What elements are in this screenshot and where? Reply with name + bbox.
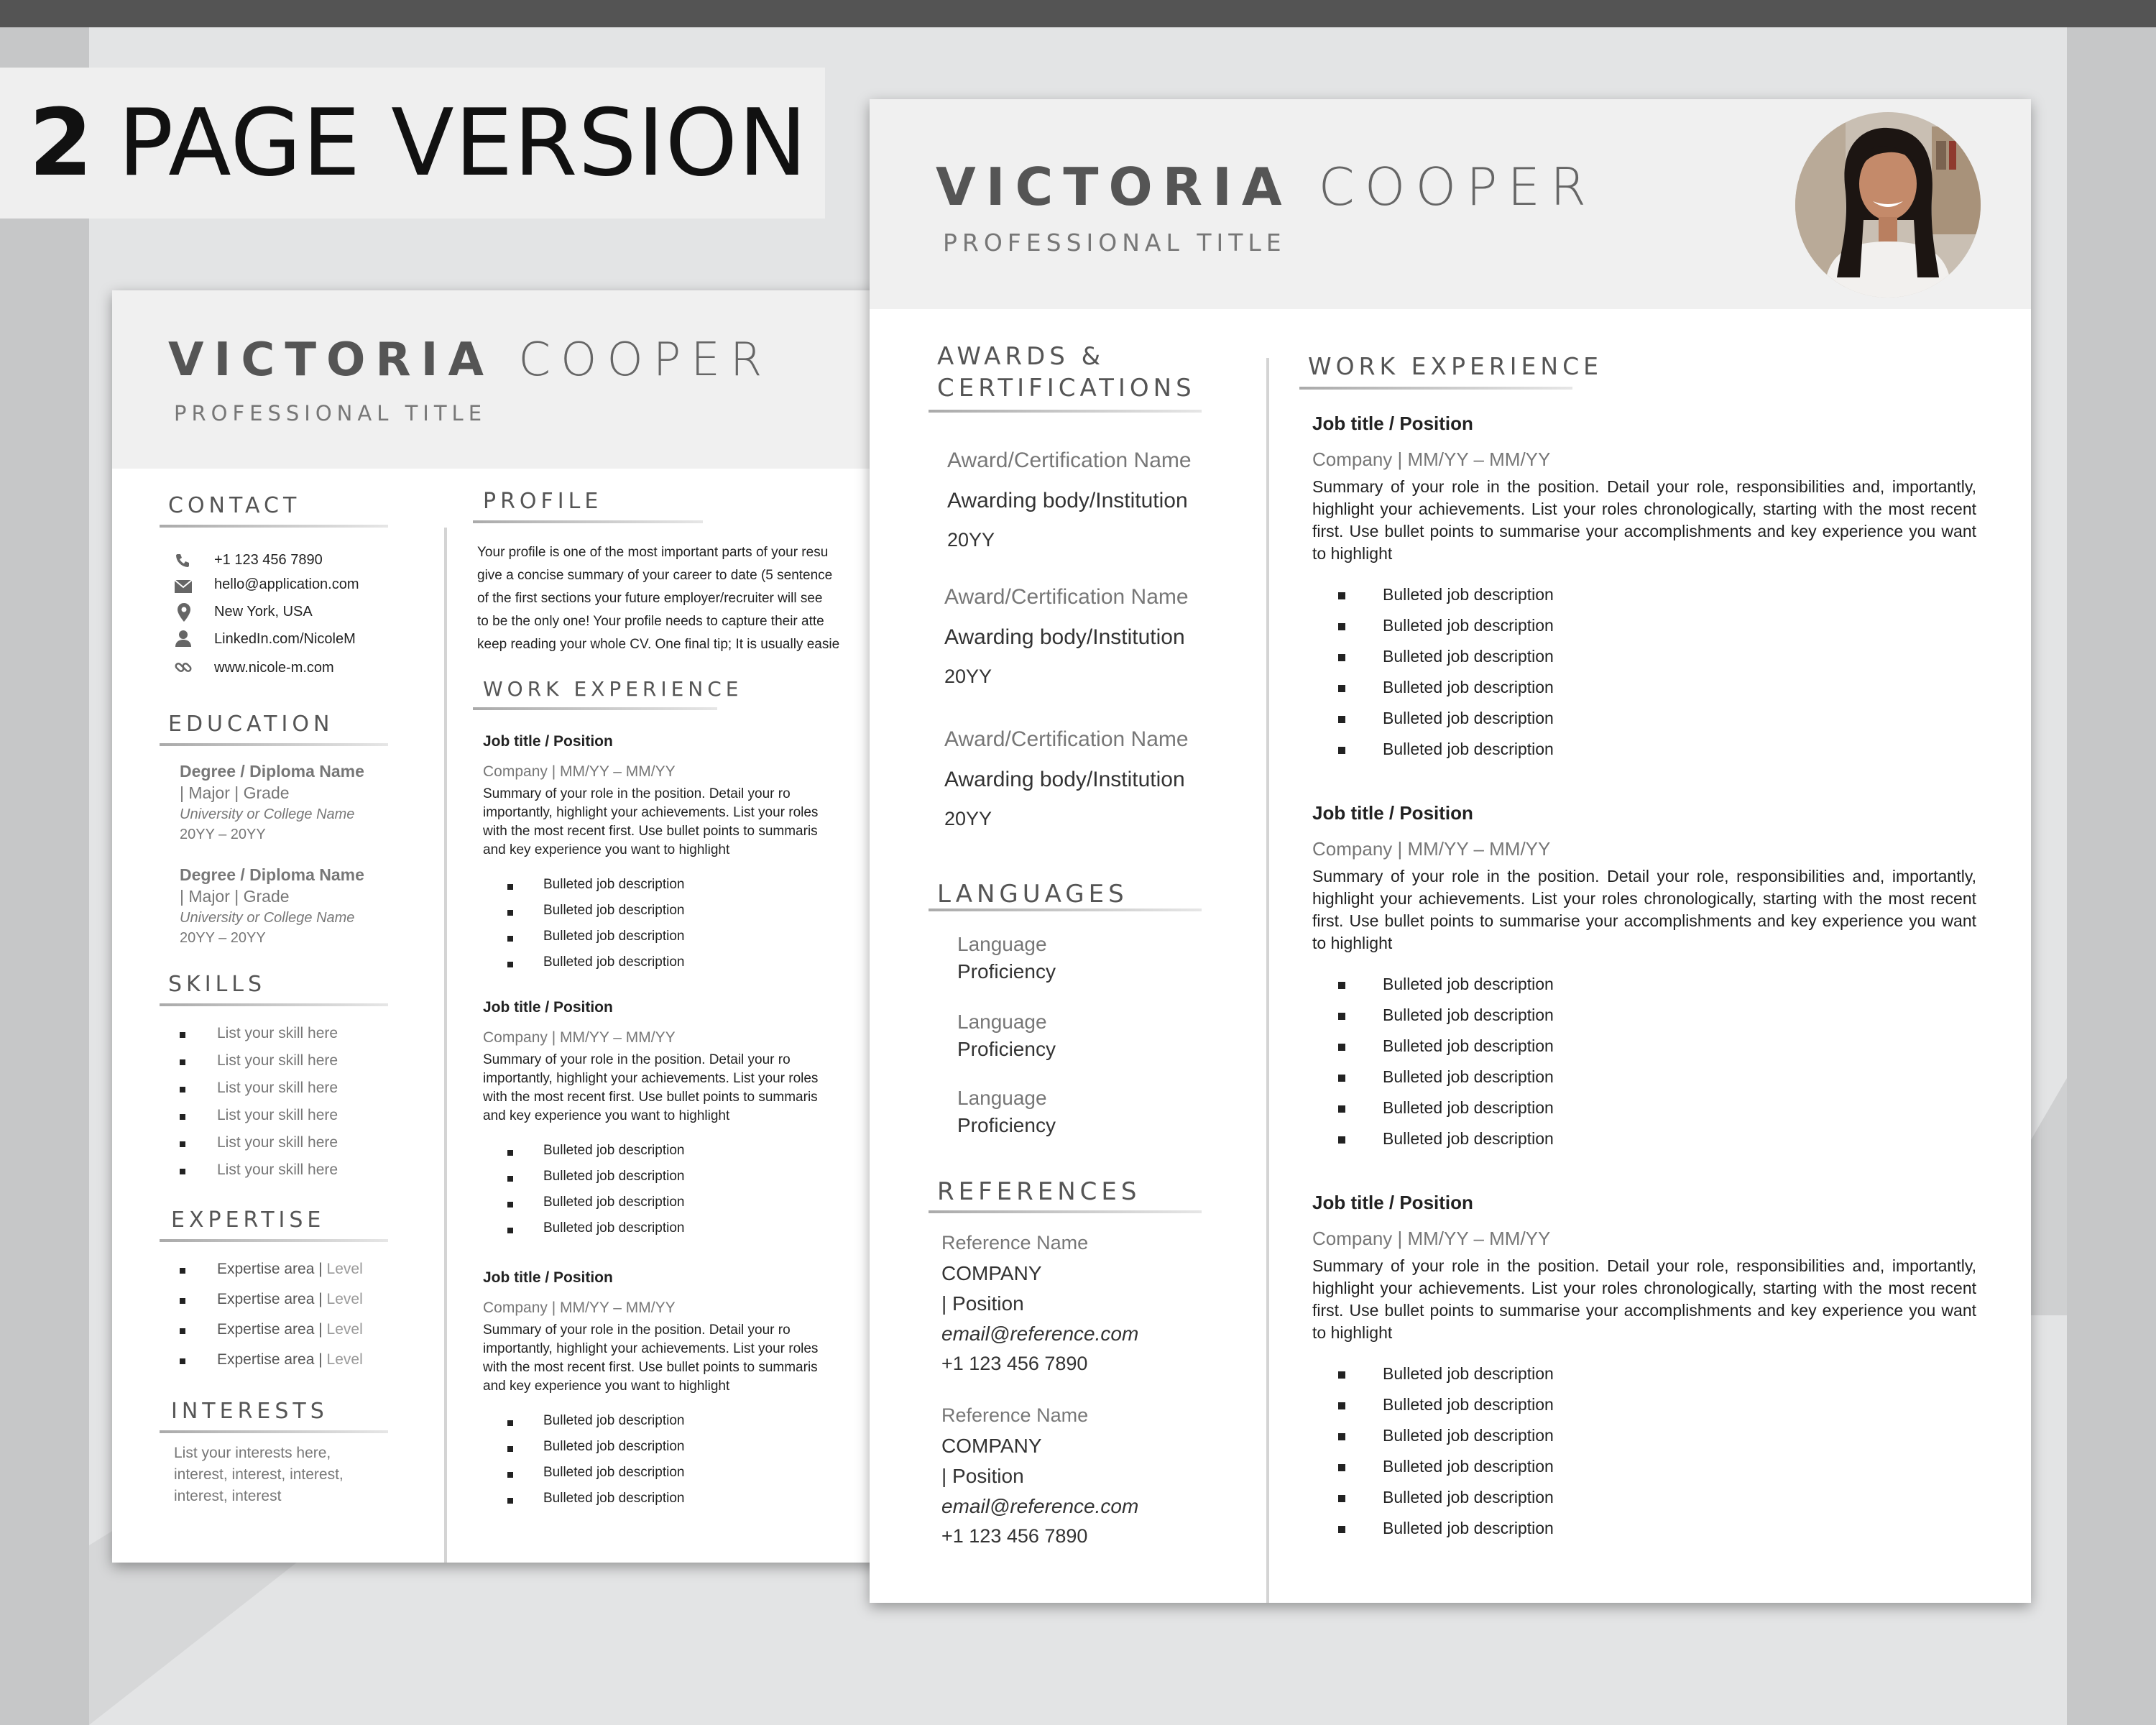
job-bullet-item: Bulleted job description	[543, 929, 685, 944]
skill-bullet	[180, 1059, 185, 1065]
profile-photo	[1795, 112, 1981, 298]
job-company-dates: Company | MM/YY – MM/YY	[483, 1029, 676, 1046]
reference-email: email@reference.com	[941, 1322, 1139, 1345]
expertise-level: Level	[326, 1261, 363, 1277]
contact-linkedin: LinkedIn.com/NicoleM	[214, 631, 356, 647]
expertise-area: Expertise area |	[217, 1321, 323, 1338]
skill-item: List your skill here	[217, 1162, 338, 1178]
interests-line: interest, interest, interest,	[174, 1466, 344, 1483]
expertise-level: Level	[326, 1351, 363, 1368]
page1-professional-title: PROFESSIONAL TITLE	[174, 401, 487, 426]
work-heading: WORK EXPERIENCE	[483, 677, 743, 701]
job-bullet	[1338, 1044, 1345, 1051]
expertise-area: Expertise area |	[217, 1351, 323, 1368]
contact-phone: +1 123 456 7890	[214, 552, 323, 568]
job-bullet	[1338, 685, 1345, 692]
profile-photo-image	[1795, 112, 1981, 298]
job-summary: Summary of your role in the position. Detail your role, responsibilities and, importantly, highlight your achievements. List your roles chronologically, starting with the most recent first. Use bullet points to summarise your accomplishments and key experience you want to highlight	[1312, 1256, 1976, 1342]
job-bullet-item: Bulleted job description	[1383, 616, 1554, 635]
job-bullet-item: Bulleted job description	[543, 954, 685, 970]
job-bullet-item: Bulleted job description	[1383, 1519, 1554, 1537]
page2-professional-title: PROFESSIONAL TITLE	[943, 229, 1286, 257]
job-bullet	[1338, 1136, 1345, 1144]
award-name: Award/Certification Name	[944, 727, 1189, 751]
job-summary-line: Summary of your role in the position. Detail your ro	[483, 1322, 791, 1338]
job-title: Job title / Position	[1312, 802, 1473, 824]
job-summary: Summary of your role in the position. Detail your role, responsibilities and, importantly, highlight your achievements. List your roles chronologically, starting with the most recent first. Use bullet points to summarise your accomplishments and key experience you want to highlight	[1312, 867, 1976, 952]
education-degree: Degree / Diploma Name	[180, 762, 364, 781]
job-bullet-item: Bulleted job description	[1383, 1488, 1554, 1506]
skill-bullet	[180, 1032, 185, 1038]
expertise-area: Expertise area |	[217, 1261, 323, 1277]
job-bullet	[507, 962, 513, 967]
job-bullet	[1338, 747, 1345, 754]
education-years: 20YY – 20YY	[180, 930, 266, 946]
job-title: Job title / Position	[483, 733, 613, 750]
job-bullet-item: Bulleted job description	[543, 1465, 685, 1480]
job-bullet-item: Bulleted job description	[543, 1439, 685, 1454]
job-bullet-item: Bulleted job description	[1383, 1457, 1554, 1476]
language-name: Language	[957, 1087, 1047, 1109]
job-bullet	[1338, 1105, 1345, 1113]
languages-rule	[929, 908, 1202, 911]
work-heading: WORK EXPERIENCE	[1308, 352, 1603, 380]
job-bullet-item: Bulleted job description	[1383, 1098, 1554, 1117]
job-bullet	[507, 910, 513, 916]
skill-bullet	[180, 1114, 185, 1120]
job-bullet-item: Bulleted job description	[1383, 1364, 1554, 1383]
job-bullet	[507, 884, 513, 890]
education-major: | Major | Grade	[180, 887, 290, 906]
job-bullet	[1338, 1075, 1345, 1082]
profile-line: keep reading your whole CV. One final tip; It is usually easie	[477, 637, 840, 652]
language-proficiency: Proficiency	[957, 1038, 1056, 1060]
awards-heading-line1: AWARDS &	[937, 342, 1105, 371]
award-body: Awarding body/Institution	[944, 768, 1185, 791]
job-company-dates: Company | MM/YY – MM/YY	[1312, 838, 1551, 860]
award-year: 20YY	[944, 666, 992, 687]
job-summary-line: Summary of your role in the position. Detail your ro	[483, 1052, 791, 1067]
skills-rule	[160, 1003, 388, 1006]
job-bullet	[507, 1150, 513, 1156]
award-year: 20YY	[947, 529, 995, 551]
contact-location: New York, USA	[214, 604, 313, 620]
banner-text: PAGE VERSION	[118, 89, 808, 197]
job-bullet-item: Bulleted job description	[1383, 1395, 1554, 1414]
job-summary-line: importantly, highlight your achievements. List your roles	[483, 805, 819, 820]
job-title: Job title / Position	[1312, 1192, 1473, 1213]
skill-bullet	[180, 1169, 185, 1174]
resume-page-1	[112, 290, 917, 1563]
job-bullet	[1338, 654, 1345, 661]
job-title: Job title / Position	[483, 1269, 613, 1286]
skill-item: List your skill here	[217, 1052, 338, 1069]
job-title: Job title / Position	[1312, 413, 1473, 434]
awards-rule	[929, 410, 1202, 413]
interests-rule	[160, 1430, 388, 1433]
job-summary-line: importantly, highlight your achievements. List your roles	[483, 1341, 819, 1356]
job-bullet	[1338, 1433, 1345, 1440]
references-rule	[929, 1210, 1202, 1213]
interests-heading: INTERESTS	[171, 1399, 328, 1424]
education-heading: EDUCATION	[168, 712, 334, 737]
language-name: Language	[957, 1011, 1047, 1033]
award-name: Award/Certification Name	[944, 585, 1189, 609]
job-company-dates: Company | MM/YY – MM/YY	[483, 763, 676, 780]
job-bullet-item: Bulleted job description	[543, 1143, 685, 1158]
job-bullet-item: Bulleted job description	[1383, 975, 1554, 993]
job-bullet-item: Bulleted job description	[1383, 1129, 1554, 1148]
last-name: COOPER	[1318, 157, 1597, 217]
job-bullet-item: Bulleted job description	[543, 1491, 685, 1506]
skill-item: List your skill here	[217, 1134, 338, 1151]
page1-name	[168, 334, 772, 387]
job-bullet	[1338, 1495, 1345, 1502]
language-proficiency: Proficiency	[957, 960, 1056, 983]
background-right-strip	[2067, 27, 2156, 1725]
job-bullet-item: Bulleted job description	[1383, 678, 1554, 696]
work-rule	[1299, 387, 1572, 390]
job-bullet	[507, 1228, 513, 1233]
contact-website: www.nicole-m.com	[214, 660, 334, 676]
profile-line: give a concise summary of your career to date (5 sentence	[477, 568, 833, 583]
skill-item: List your skill here	[217, 1107, 338, 1123]
interests-line: interest, interest	[174, 1488, 282, 1504]
expertise-level: Level	[326, 1321, 363, 1338]
expertise-level: Level	[326, 1291, 363, 1307]
profile-heading: PROFILE	[483, 489, 603, 514]
reference-name: Reference Name	[941, 1232, 1089, 1254]
job-bullet	[1338, 1013, 1345, 1020]
job-bullet	[1338, 716, 1345, 723]
job-bullet	[507, 1420, 513, 1426]
job-bullet	[1338, 623, 1345, 630]
expertise-bullet	[180, 1268, 185, 1274]
job-bullet-item: Bulleted job description	[543, 1220, 685, 1236]
languages-heading: LANGUAGES	[937, 880, 1128, 908]
job-company-dates: Company | MM/YY – MM/YY	[1312, 1228, 1551, 1249]
education-school: University or College Name	[180, 910, 355, 926]
reference-company: COMPANY	[941, 1435, 1042, 1457]
skill-item: List your skill here	[217, 1025, 338, 1041]
contact-email: hello@application.com	[214, 576, 359, 592]
page1-column-divider	[444, 528, 447, 1563]
job-bullet	[507, 1446, 513, 1452]
reference-company: COMPANY	[941, 1262, 1042, 1284]
award-body: Awarding body/Institution	[947, 489, 1188, 512]
profile-line: Your profile is one of the most important parts of your resu	[477, 545, 829, 560]
job-bullet-item: Bulleted job description	[543, 1413, 685, 1428]
skills-heading: SKILLS	[168, 972, 267, 997]
expertise-heading: EXPERTISE	[171, 1208, 326, 1233]
background-left-strip	[0, 27, 89, 1725]
interests-line: List your interests here,	[174, 1445, 331, 1461]
job-summary-line: with the most recent first. Use bullet points to summaris	[483, 1360, 818, 1375]
job-bullet	[507, 936, 513, 942]
job-bullet	[507, 1202, 513, 1208]
awards-heading-line2: CERTIFICATIONS	[937, 374, 1196, 402]
page2-column-divider	[1266, 358, 1269, 1603]
job-summary-line: with the most recent first. Use bullet points to summaris	[483, 824, 818, 839]
resume-page-2	[870, 99, 2031, 1603]
job-summary-line: and key experience you want to highlight	[483, 842, 730, 857]
expertise-bullet	[180, 1358, 185, 1364]
expertise-area: Expertise area |	[217, 1291, 323, 1307]
job-bullet	[1338, 1402, 1345, 1409]
job-bullet-item: Bulleted job description	[543, 1169, 685, 1184]
job-bullet	[1338, 1526, 1345, 1533]
envelope-icon	[174, 579, 193, 594]
job-summary-line: Summary of your role in the position. Detail your ro	[483, 786, 791, 801]
skill-bullet	[180, 1141, 185, 1147]
expertise-bullet	[180, 1328, 185, 1334]
job-bullet-item: Bulleted job description	[543, 877, 685, 892]
job-bullet-item: Bulleted job description	[1383, 647, 1554, 666]
job-bullet	[1338, 1464, 1345, 1471]
reference-phone: +1 123 456 7890	[941, 1525, 1088, 1547]
language-proficiency: Proficiency	[957, 1114, 1056, 1136]
job-title: Job title / Position	[483, 999, 613, 1016]
reference-position: | Position	[941, 1465, 1024, 1487]
expertise-item	[217, 1351, 363, 1368]
language-name: Language	[957, 933, 1047, 955]
award-body: Awarding body/Institution	[944, 625, 1185, 649]
last-name: COOPER	[518, 334, 773, 387]
award-year: 20YY	[944, 808, 992, 829]
profile-line: to be the only one! Your profile needs to capture their atte	[477, 614, 824, 629]
job-summary-line: and key experience you want to highlight	[483, 1108, 730, 1123]
job-summary: Summary of your role in the position. Detail your role, responsibilities and, importantly, highlight your achievements. List your roles chronologically, starting with the most recent first. Use bullet points to summarise your accomplishments and key experience you want to highlight	[1312, 477, 1976, 563]
expertise-rule	[160, 1239, 388, 1242]
education-major: | Major | Grade	[180, 783, 290, 802]
education-degree: Degree / Diploma Name	[180, 865, 364, 884]
reference-phone: +1 123 456 7890	[941, 1353, 1088, 1374]
education-rule	[160, 743, 388, 746]
contact-rule	[160, 525, 388, 528]
job-bullet	[1338, 982, 1345, 989]
expertise-item	[217, 1321, 363, 1338]
person-icon	[175, 630, 191, 647]
job-bullet-item: Bulleted job description	[1383, 1067, 1554, 1086]
phone-icon	[174, 552, 191, 569]
location-pin-icon	[177, 602, 191, 622]
job-bullet-item: Bulleted job description	[1383, 1036, 1554, 1055]
version-banner	[0, 68, 825, 218]
top-bar	[0, 0, 2156, 27]
job-bullet-item: Bulleted job description	[1383, 740, 1554, 758]
job-company-dates: Company | MM/YY – MM/YY	[1312, 448, 1551, 470]
job-bullet	[507, 1498, 513, 1504]
job-summary-line: importantly, highlight your achievements. List your roles	[483, 1071, 819, 1086]
link-icon	[174, 658, 193, 677]
job-bullet	[1338, 592, 1345, 599]
work-rule	[473, 707, 717, 710]
job-summary-line: with the most recent first. Use bullet points to summaris	[483, 1090, 818, 1105]
profile-line: of the first sections your future employer/recruiter will see	[477, 591, 823, 606]
job-bullet-item: Bulleted job description	[1383, 709, 1554, 727]
job-bullet	[507, 1472, 513, 1478]
skill-item: List your skill here	[217, 1080, 338, 1096]
expertise-item	[217, 1261, 363, 1278]
job-bullet-item: Bulleted job description	[1383, 1426, 1554, 1445]
first-name: VICTORIA	[936, 157, 1292, 217]
skill-bullet	[180, 1087, 185, 1092]
job-summary-line: and key experience you want to highlight	[483, 1379, 730, 1394]
job-bullet-item: Bulleted job description	[543, 1195, 685, 1210]
expertise-bullet	[180, 1298, 185, 1304]
job-bullet	[507, 1176, 513, 1182]
job-bullet-item: Bulleted job description	[1383, 1006, 1554, 1024]
banner-number: 2	[29, 89, 94, 197]
reference-position: | Position	[941, 1292, 1024, 1315]
expertise-item	[217, 1291, 363, 1308]
job-bullet-item: Bulleted job description	[1383, 585, 1554, 604]
education-years: 20YY – 20YY	[180, 827, 266, 842]
first-name: VICTORIA	[168, 334, 494, 387]
reference-email: email@reference.com	[941, 1495, 1139, 1517]
job-company-dates: Company | MM/YY – MM/YY	[483, 1300, 676, 1316]
references-heading: REFERENCES	[937, 1177, 1141, 1206]
job-bullet	[1338, 1371, 1345, 1379]
profile-rule	[473, 520, 703, 523]
page2-name	[936, 157, 1596, 217]
reference-name: Reference Name	[941, 1404, 1089, 1426]
job-bullet-item: Bulleted job description	[543, 903, 685, 918]
contact-heading: CONTACT	[168, 493, 301, 518]
award-name: Award/Certification Name	[947, 448, 1192, 472]
education-school: University or College Name	[180, 806, 355, 822]
